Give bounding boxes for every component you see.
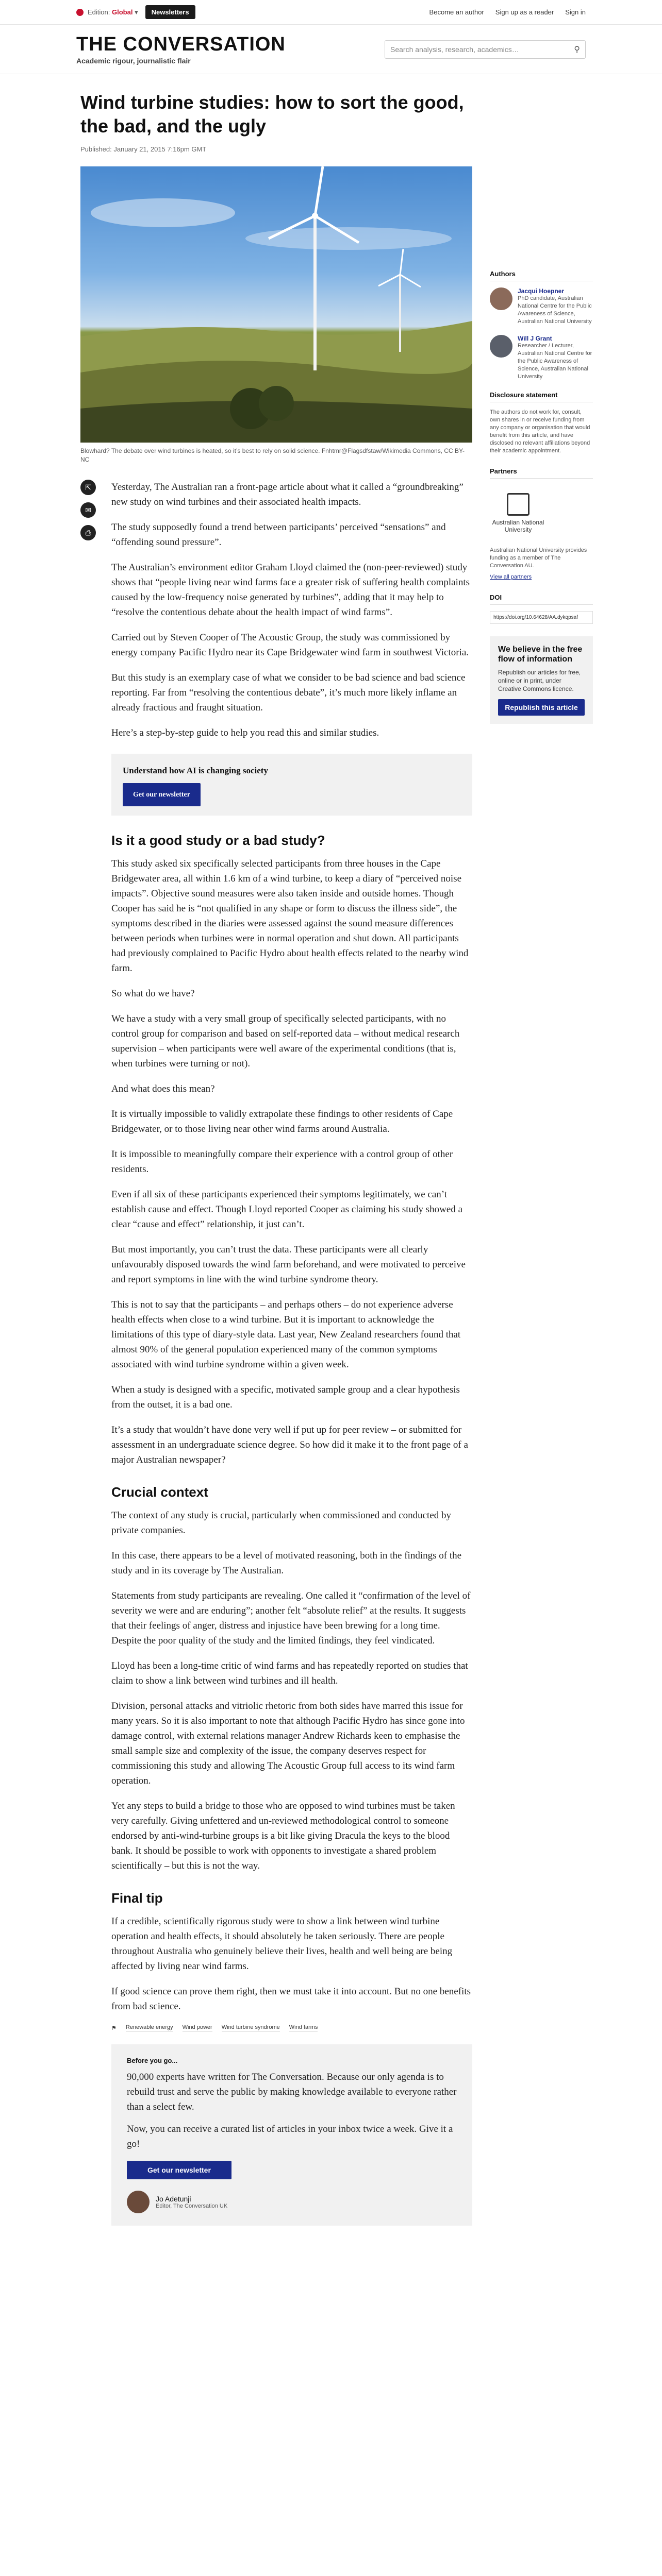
paragraph: Yesterday, The Australian ran a front-page article about what it called a “groundbreaking” new study on wind turbines and their associated health impacts.: [111, 482, 464, 507]
share-bar: [80, 480, 96, 540]
sign-in-link[interactable]: Sign in: [565, 8, 586, 16]
sidebar-heading: DOI: [490, 594, 593, 605]
paragraph: It’s a study that wouldn’t have done very well if put up for peer review – or submitted for assessment in an undergraduate science degree. So how did it make it to the front page of a major Australian newspaper?: [111, 1425, 468, 1465]
cc-title: We believe in the free flow of information: [498, 645, 583, 664]
wind-turbine-illustration: [80, 166, 472, 443]
crest-icon: [507, 493, 529, 516]
publish-date: Published: January 21, 2015 7:16pm GMT: [80, 145, 207, 153]
paragraph: This is not to say that the participants – and perhaps others – do not experience adverse health effects when close to a wind turbine. But it is important to acknowledge the limitations of this type of diary-style data. Last year, New Zealand researchers found that almost 90% of the general population experienced many of the common symptoms associated with wind turbine syndrome within a given week.: [111, 1299, 461, 1370]
before-text: Now, you can receive a curated list of articles in your inbox twice a week. Give it a go!: [127, 2124, 453, 2149]
before-newsletter-button[interactable]: Get our newsletter: [127, 2161, 231, 2179]
author-card[interactable]: [490, 335, 593, 381]
paragraph: The Australian’s environment editor Graham Lloyd claimed the (non-peer-reviewed) study shows that “people living near wind farms face a greater risk of suffering health complaints caused by the low-frequency noise generated by turbines”, adding that it may help to “resolve the contentious debate about the health impact of wind farms”.: [111, 562, 470, 618]
sidebar-heading: Disclosure statement: [490, 391, 593, 402]
image-caption: Blowhard? The debate over wind turbines is heated, so it’s best to rely on solid science. Fnhtmr@Flagsdfstaw/Wikimedia Commons, CC BY-NC: [80, 447, 465, 463]
tag-link[interactable]: Wind turbine syndrome: [222, 2024, 280, 2032]
paragraph: If good science can prove them right, then we must take it into account. But no one benefits from bad science.: [111, 1986, 471, 2012]
tag-link[interactable]: Wind farms: [289, 2024, 318, 2032]
paragraph: Even if all six of these participants experienced their symptoms legitimately, we can’t establish cause and effect. Though Lloyd reported Cooper as claiming his study showed a clear “cause and effect” relationship, it just can’t.: [111, 1189, 463, 1230]
email-icon[interactable]: ✉: [80, 502, 96, 518]
paragraph: The context of any study is crucial, particularly when commissioned and conducted by private companies.: [111, 1510, 452, 1536]
sidebar-heading: Authors: [490, 270, 593, 281]
paragraph: This study asked six specifically selected participants from three houses in the Cape Bridgewater area, all within 1.6 km of a wind turbine, to keep a diary of “perceived noise impacts”. Objective sound measures were also taken inside and outside homes. Though Cooper has said he is “not qualified in any shape or form to discuss the illness side”, the symptoms described in the diaries were assessed against the sound measure differences between periods when turbines were in normal operation and shut down. All participants had previously complained to Pacific Hydro about health effects related to the nearby wind farm.: [111, 858, 469, 974]
paragraph: If a credible, scientifically rigorous study were to show a link between wind turbine operation and health effects, it should absolutely be taken seriously. There are people throughout Australia who genuinely believe their lives, health and well being are being affected by living near wind farms.: [111, 1916, 453, 1972]
doi-field[interactable]: https://doi.org/10.64628/AA.dykqpsaf: [490, 611, 593, 624]
before-text: 90,000 experts have written for The Conversation. Because our only agenda is to rebuild trust and serve the public by making knowledge available to everyone rather than a select few.: [127, 2072, 457, 2112]
paragraph: Division, personal attacks and vitriolic rhetoric from both sides have marred this issue for many years. So it is also important to note that although Pacific Hydro has since gone into damage control, with external relations manager Andrew Richards keen to emphasise the small sample size and complexity of the issue, the company deserves respect for commissioning this study and allowing The Acoustic Group full access to its wind farm operation.: [111, 1701, 465, 1786]
paragraph: And what does this mean?: [111, 1083, 215, 1094]
disclosure-text: The authors do not work for, consult, own shares in or receive funding from any company or organisation that would benefit from this article, and have disclosed no relevant affiliations beyond their academic appointment.: [490, 409, 590, 454]
article-title: Wind turbine studies: how to sort the good, the bad, and the ugly: [80, 92, 464, 137]
paragraph: Carried out by Steven Cooper of The Acoustic Group, the study was commissioned by energy company Pacific Hydro near its Cape Bridgewater wind farm in southwest Victoria.: [111, 632, 469, 658]
paragraph: Here’s a step-by-step guide to help you read this and similar studies.: [111, 727, 379, 738]
newsletters-button[interactable]: Newsletters: [145, 5, 195, 19]
cc-text: Republish our articles for free, online or in print, under Creative Commons licence.: [498, 669, 581, 692]
top-bar: [0, 0, 662, 25]
paragraph: So what do we have?: [111, 988, 195, 999]
editor-name: Jo Adetunji: [156, 2195, 191, 2203]
editor-role: Editor, The Conversation UK: [156, 2203, 228, 2209]
hero-image: [80, 166, 472, 443]
search-icon[interactable]: ⚲: [574, 45, 580, 54]
before-label: Before you go...: [127, 2057, 178, 2064]
paragraph: Yet any steps to build a bridge to those who are opposed to wind turbines must be taken very carefully. Giving unfettered and un-reviewed methodological control to someone endorsed by anti-wind-turbine groups is a bit like giving Dracula the keys to the blood bank. It should be possible to work with opponents to investigate a shared problem scientifically – but this is not the way.: [111, 1801, 455, 1871]
share-icon[interactable]: ⇱: [80, 480, 96, 495]
author-card[interactable]: [490, 287, 593, 326]
section-heading: Crucial context: [111, 1484, 208, 1500]
before-you-go: [111, 2044, 472, 2226]
section-heading: Is it a good study or a bad study?: [111, 833, 325, 848]
tag-icon: ⚑: [111, 2025, 117, 2031]
masthead: [0, 25, 662, 74]
tag-link[interactable]: Wind power: [183, 2024, 212, 2032]
newsletter-button[interactable]: Get our newsletter: [123, 783, 201, 806]
edition-selector[interactable]: Edition: Global ▾: [88, 8, 138, 16]
sidebar-heading: Partners: [490, 467, 593, 479]
partner-text: Australian National University provides funding as a member of The Conversation AU.: [490, 547, 587, 569]
article-content: [80, 480, 472, 2226]
paragraph: The study supposedly found a trend between participants’ perceived “sensations” and “offending sound pressure”.: [111, 522, 446, 548]
globe-icon: [76, 9, 84, 16]
article: [80, 74, 472, 2226]
print-icon[interactable]: ⎙: [80, 525, 96, 540]
partner-logo[interactable]: [490, 485, 547, 541]
avatar: [490, 287, 512, 310]
tag-link[interactable]: Renewable energy: [126, 2024, 173, 2032]
author-name[interactable]: Jacqui Hoepner: [518, 287, 565, 295]
search-input[interactable]: Search analysis, research, academics… ⚲: [385, 40, 586, 59]
partner-name: Australian National University: [492, 519, 544, 533]
sign-up-link[interactable]: Sign up as a reader: [495, 8, 554, 16]
paragraph: It is impossible to meaningfully compare their experience with a control group of other residents.: [111, 1149, 453, 1175]
newsletter-promo: [111, 754, 472, 816]
tag-list: [111, 2024, 472, 2032]
article-body: [111, 480, 472, 2014]
author-name[interactable]: Will J Grant: [518, 335, 552, 342]
avatar: [490, 335, 512, 358]
site-logo[interactable]: THE CONVERSATION: [76, 33, 286, 55]
paragraph: In this case, there appears to be a level of motivated reasoning, both in the findings of the study and in its coverage by The Australian.: [111, 1550, 462, 1576]
sidebar: [490, 270, 593, 724]
paragraph: We have a study with a very small group of specifically selected participants, with no control group for comparison and based on self-reported data – without medical research supervision – when participants were well aware of the experimental conditions (that is, when turbines were turning or not).: [111, 1013, 460, 1069]
avatar: [127, 2191, 150, 2213]
view-all-partners-link[interactable]: View all partners: [490, 574, 532, 580]
paragraph: Statements from study participants are revealing. One called it “confirmation of the level of severity we were and are enduring”; another felt “absolute relief” at the results. It suggests that their feelings of anger, distress and injustice have been brewing for a long time. Despite the poor quality of the study and the limited findings, they feel vindicated.: [111, 1590, 471, 1646]
paragraph: Lloyd has been a long-time critic of wind farms and has repeatedly reported on studies that claim to show a link between wind turbines and ill health.: [111, 1660, 468, 1686]
site-tagline: Academic rigour, journalistic flair: [76, 57, 191, 65]
paragraph: But most importantly, you can’t trust the data. These participants were all clearly unfavourably disposed towards the wind farm beforehand, and were motivated to perceive and report symptoms in line with the wind turbine syndrome theory.: [111, 1244, 466, 1285]
author-role: PhD candidate, Australian National Centre for the Public Awareness of Science, Australian National University: [518, 295, 592, 325]
republish-button[interactable]: Republish this article: [498, 699, 585, 716]
promo-title: Understand how AI is changing society: [123, 766, 268, 775]
section-heading: Final tip: [111, 1890, 163, 1906]
paragraph: But this study is an exemplary case of what we consider to be bad science and bad science reporting. Far from “resolving the contentious debate”, it’s much more likely inflame an already fractious and fraught situation.: [111, 672, 466, 713]
author-role: Researcher / Lecturer, Australian National Centre for the Public Awareness of Science, Australian National University: [518, 343, 592, 380]
become-author-link[interactable]: Become an author: [429, 8, 484, 16]
paragraph: When a study is designed with a specific, motivated sample group and a clear hypothesis from the outset, it is a bad one.: [111, 1384, 460, 1410]
paragraph: It is virtually impossible to validly extrapolate these findings to other residents of Cape Bridgewater, or to those living near other wind farms around Australia.: [111, 1109, 453, 1134]
republish-box: [490, 636, 593, 724]
